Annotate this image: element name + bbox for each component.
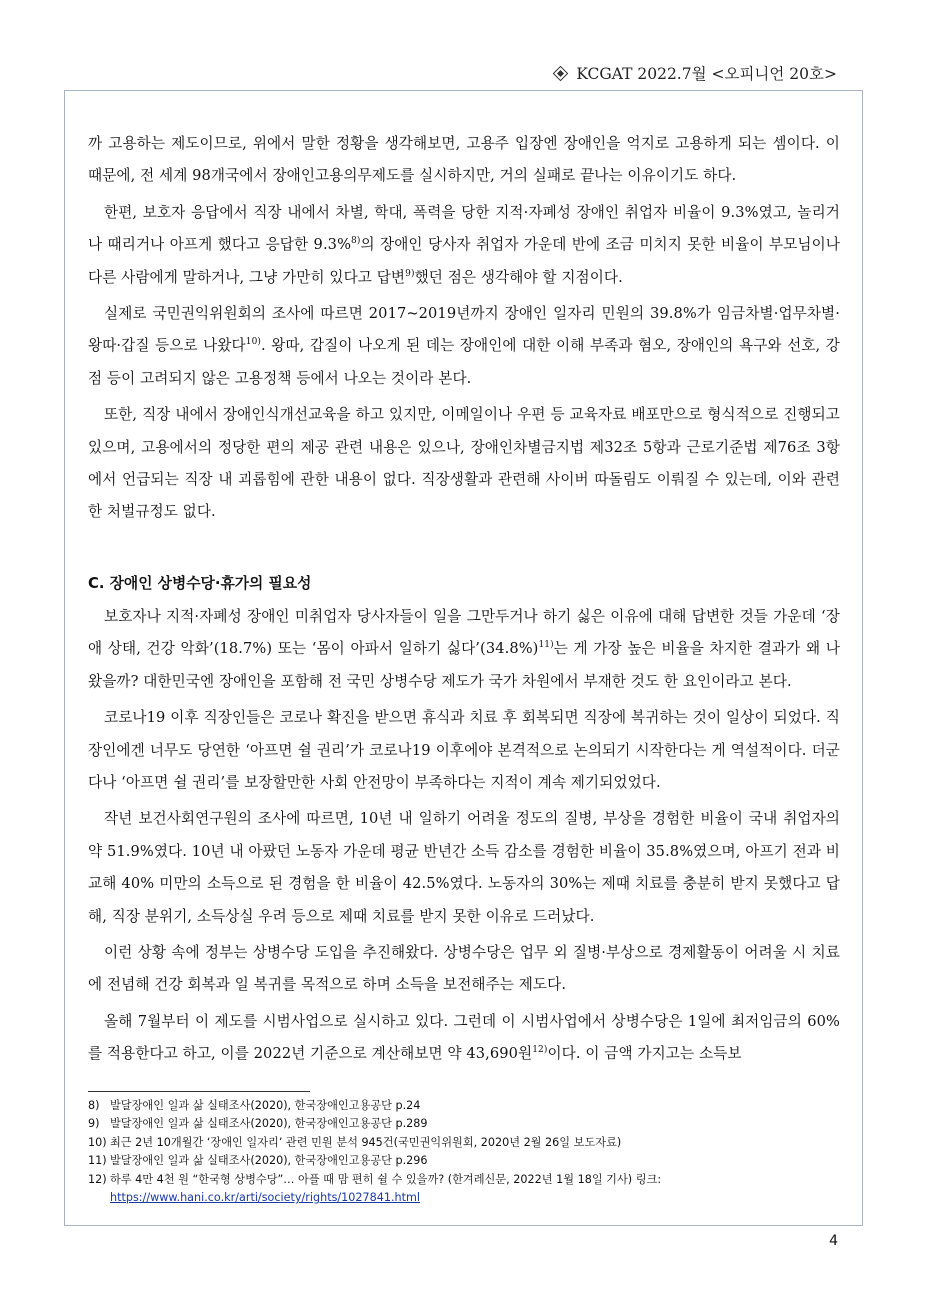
paragraph: 보호자나 지적·자폐성 장애인 미취업자 당사자들이 일을 그만두거나 하기 싫은 이유에 대해 답변한 것들 가운데 ‘장애 상태, 건강 악화’(18.7%) 또는 ‘몸이 아파서 일하기 싫다$’(34.8\%)^{11)}$는 게 가장 높은 비율을 차지한 결과가 왜 나왔을까? 대한민국엔 장애인을 포함해 전 국민 상병수당 제도가 국가 차원에서 부재한 것도 한 요인이라고 본다. (88, 607, 840, 690)
paragraph: 올해 7월부터 이 제도를 시범사업으로 실시하고 있다. 그런데 이 시범사업에서 상병수당은 1일에 최저임금의 60%를 적용한다고 하고, 이를 2022년 기준으로 계산해보면 약 43,690원$^{12)}$이다. 이 금액 가지고는 소득보 (88, 1012, 840, 1063)
paragraph: 이런 상황 속에 정부는 상병수당 도입을 추진해왔다. 상병수당은 업무 외 질병·부상으로 경제활동이 어려울 시 치료에 전념해 건강 회복과 일 복귀를 목적으로 하며 소득을 보전해주는 제도다. (88, 943, 840, 994)
header-text: KCGAT 2022.7월 <오피니언 20호> (576, 65, 837, 83)
paragraph: 코로나19 이후 직장인들은 코로나 확진을 받으면 휴식과 치료 후 회복되면 직장에 복귀하는 것이 일상이 되었다. 직장인에겐 너무도 당연한 ‘아프면 쉴 권리’가 코로나19 이후에야 본격적으로 논의되기 시작한다는 게 역설적이다. 더군다나 ‘아프면 쉴 권리’를 보장할만한 사회 안전망이 부족하다는 지적이 계속 제기되었었다. (88, 709, 840, 791)
footnote-ref[interactable]: 12) (532, 1045, 548, 1056)
paragraph: 한편, 보호자 응답에서 직장 내에서 차별, 학대, 폭력을 당한 지적·자폐성 장애인 취업자 비율이 9.3%였고, 놀리거나 때리거나 아프게 했다고 응답한 9.3%$^{8)}$의 장애인 당사자 취업자 가운데 반에 조금 미치지 못한 비율이 부모님이나 다른 사람에게 말하거나, 그냥 가만히 있다고 답변$^{9)}$했던 점은 생각해야 할 지점이다. (88, 203, 841, 286)
footnote: 8) 발달장애인 일과 삶 실태조사(2020), 한국장애인고용공단 p.24 (88, 1099, 421, 1112)
diamond-bullet-icon (553, 65, 569, 81)
footnote-ref[interactable]: 9) (405, 268, 415, 279)
footnote: 11) 발달장애인 일과 삶 실태조사(2020), 한국장애인고용공단 p.296 (88, 1154, 428, 1168)
running-header (555, 62, 837, 84)
paragraph: 까 고용하는 제도이므로, 위에서 말한 정황을 생각해보면, 고용주 입장엔 장애인을 억지로 고용하게 되는 셈이다. 이 때문에, 전 세계 98개국에서 장애인고용의무제도를 실시하지만, 거의 실패로 끝나는 이유이기도 하다. (88, 135, 840, 185)
footnote-ref[interactable]: 10) (245, 337, 262, 348)
footnote-ref[interactable]: 11) (538, 640, 554, 651)
footnotes (88, 1097, 840, 1207)
paragraph: 작년 보건사회연구원의 조사에 따르면, 10년 내 일하기 어려울 정도의 질병, 부상을 경험한 비율이 국내 취업자의 약 51.9%였다. 10년 내 아팠던 노동자 가운데 평균 반년간 소득 감소를 경험한 비율이 35.8%였으며, 아프기 전과 비교해 40% 미만의 소득으로 된 경험을 한 비율이 42.5%였다. 노동자의 30%는 제때 치료를 충분히 받지 못했다고 답해, 직장 분위기, 소득상실 우려 등으로 제때 치료를 받지 못한 이유로 드러났다. (88, 810, 840, 925)
body-content (88, 128, 840, 1075)
footnote: 9) 발달장애인 일과 삶 실태조사(2020), 한국장애인고용공단 p.289 (88, 1117, 428, 1131)
footnote: 12) 하루 4만 4천 원 “한국형 상병수당”… 아플 때 맘 편히 쉴 수 있을까? (한겨레신문, 2022년 1월 18일 기사) 링크: (88, 1172, 662, 1186)
footnote-link[interactable]: https://www.hani.co.kr/arti/society/rights/1027841.html (110, 1191, 421, 1205)
paragraph: 실제로 국민권익위원회의 조사에 따르면 2017~2019년까지 장애인 일자리 민원의 39.8%가 임금차별·업무차별·왕따·갑질 등으로 나왔다$^{10)}$. 왕따, 갑질이 나오게 된 데는 장애인에 대한 이해 부족과 혐오, 장애인의 욕구와 선호, 강점 등이 고려되지 않은 고용정책 등에서 나오는 것이라 본다. (88, 305, 840, 387)
page-number: 4 (829, 1233, 838, 1249)
footnote-ref[interactable]: 8) (351, 236, 361, 247)
section-heading: C. 장애인 상병수당·휴가의 필요성 (88, 574, 312, 592)
footnote-divider (88, 1091, 310, 1092)
paragraph: 또한, 직장 내에서 장애인식개선교육을 하고 있지만, 이메일이나 우편 등 교육자료 배포만으로 형식적으로 진행되고 있으며, 고용에서의 정당한 편의 제공 관련 내용은 있으나, 장애인차별금지법 제32조 5항과 근로기준법 제76조 3항에서 언급되는 직장 내 괴롭힘에 관한 내용이 없다. 직장생활과 관련해 사이버 따돌림도 이뤄질 수 있는데, 이와 관련한 처벌규정도 없다. (88, 406, 840, 521)
footnote: 10) 최근 2년 10개월간 ‘장애인 일자리’ 관련 민원 분석 945건(국민권익위원회, 2020년 2월 26일 보도자료) (88, 1135, 622, 1149)
